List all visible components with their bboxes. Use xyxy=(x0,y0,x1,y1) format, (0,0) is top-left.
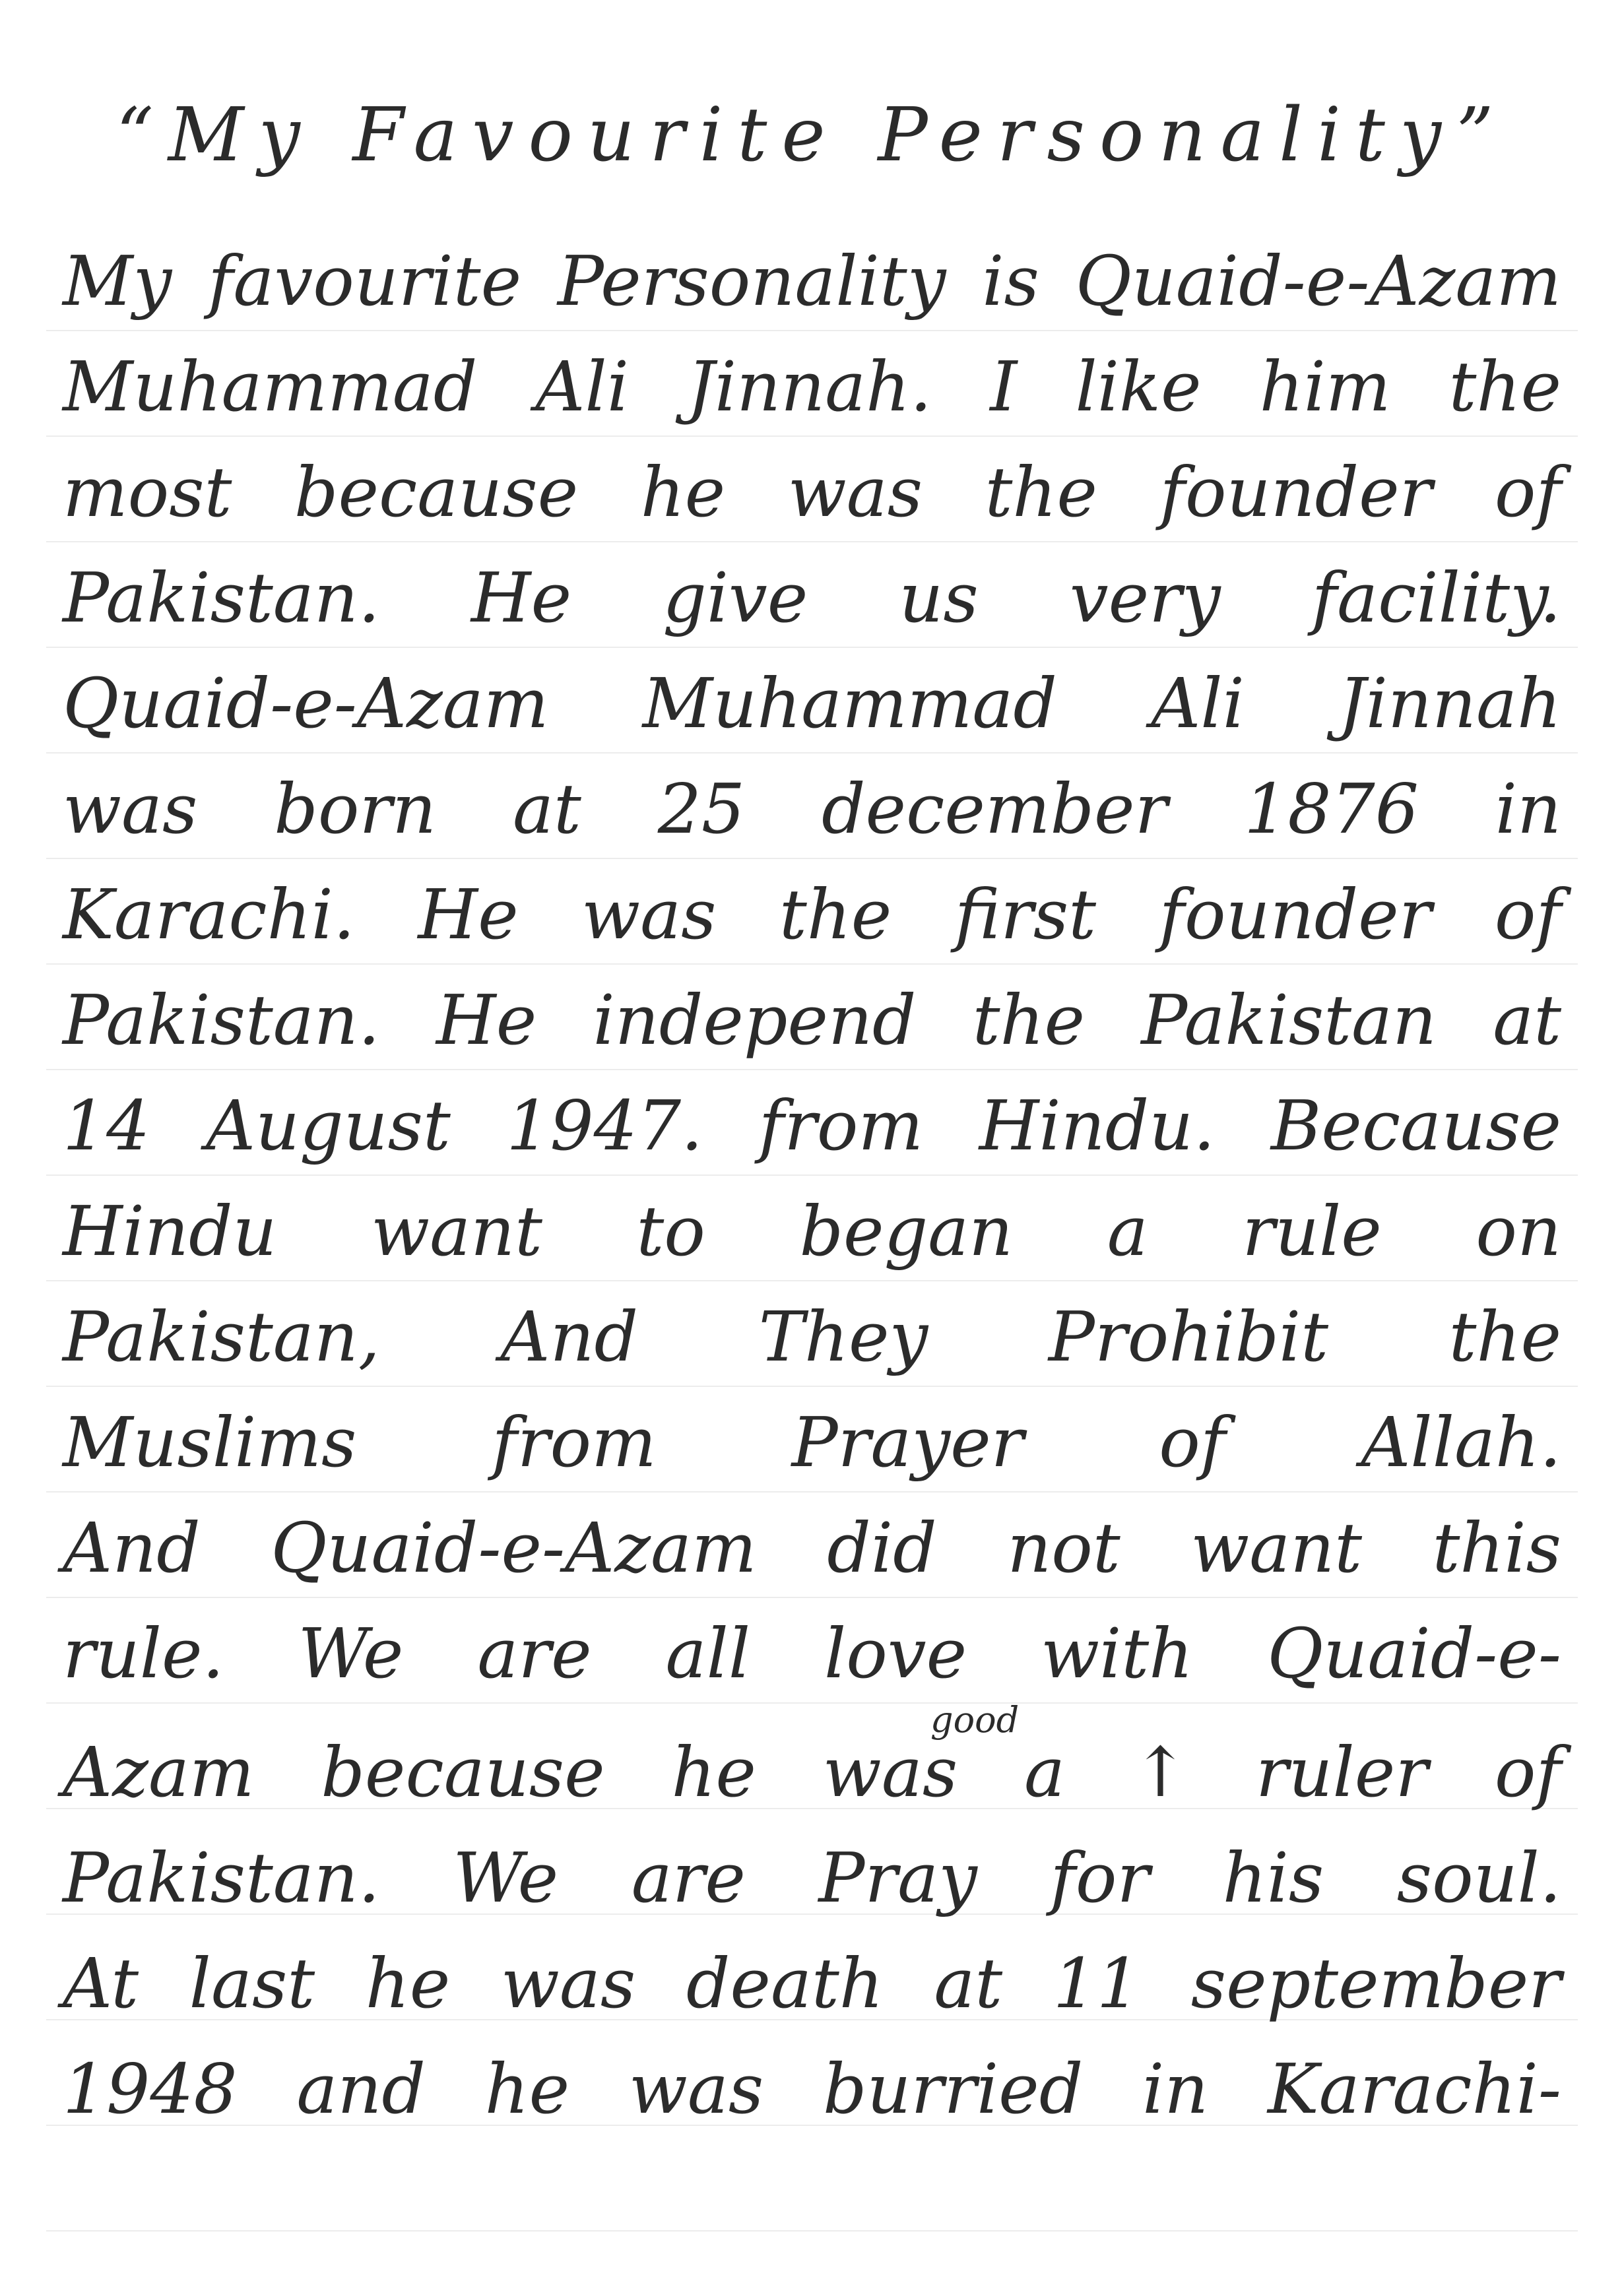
essay-line: was born at 25 december 1876 in xyxy=(63,769,1561,849)
inserted-word: good xyxy=(930,1699,1020,1741)
essay-line: Quaid-e-Azam Muhammad Ali Jinnah xyxy=(63,663,1561,744)
ruled-line xyxy=(46,1280,1578,1281)
ruled-line xyxy=(46,1491,1578,1493)
essay-line: Azam because he was a ↑ ruler of xyxy=(63,1732,1561,1813)
essay-line: Pakistan. He independ the Pakistan at xyxy=(63,980,1561,1060)
ruled-line xyxy=(46,1174,1578,1176)
ruled-line xyxy=(46,541,1578,542)
essay-line: At last he was death at 11 september xyxy=(63,1943,1561,2024)
essay-line: Pakistan, And They Prohibit the xyxy=(63,1297,1561,1377)
page-title: “My Favourite Personality” xyxy=(115,92,1509,178)
ruled-line xyxy=(46,1597,1578,1598)
essay-line: My favourite Personality is Quaid-e-Azam xyxy=(63,241,1561,321)
ruled-line xyxy=(46,1702,1578,1704)
essay-line: most because he was the founder of xyxy=(63,452,1561,532)
essay-line: Muslims from Prayer of Allah. xyxy=(63,1402,1561,1483)
ruled-line xyxy=(46,435,1578,437)
ruled-line xyxy=(46,647,1578,648)
ruled-line xyxy=(46,2230,1578,2232)
essay-line: Pakistan. He give us very facility. xyxy=(63,558,1561,638)
essay-line: Muhammad Ali Jinnah. I like him the xyxy=(63,346,1561,427)
ruled-line xyxy=(46,752,1578,754)
essay-line: And Quaid-e-Azam did not want this xyxy=(63,1508,1561,1588)
ruled-line xyxy=(46,1386,1578,1387)
essay-line: 1948 and he was burried in Karachi- xyxy=(63,2049,1561,2129)
ruled-line xyxy=(46,1069,1578,1070)
essay-line: Karachi. He was the first founder of xyxy=(63,874,1561,955)
essay-line: Pakistan. We are Pray for his soul. xyxy=(63,1838,1561,1918)
essay-line: rule. We are all love with Quaid-e- xyxy=(63,1613,1561,1694)
ruled-line xyxy=(46,858,1578,859)
essay-line: Hindu want to began a rule on xyxy=(63,1191,1561,1271)
ruled-line xyxy=(46,330,1578,331)
essay-line: 14 August 1947. from Hindu. Because xyxy=(63,1085,1561,1166)
ruled-line xyxy=(46,963,1578,965)
